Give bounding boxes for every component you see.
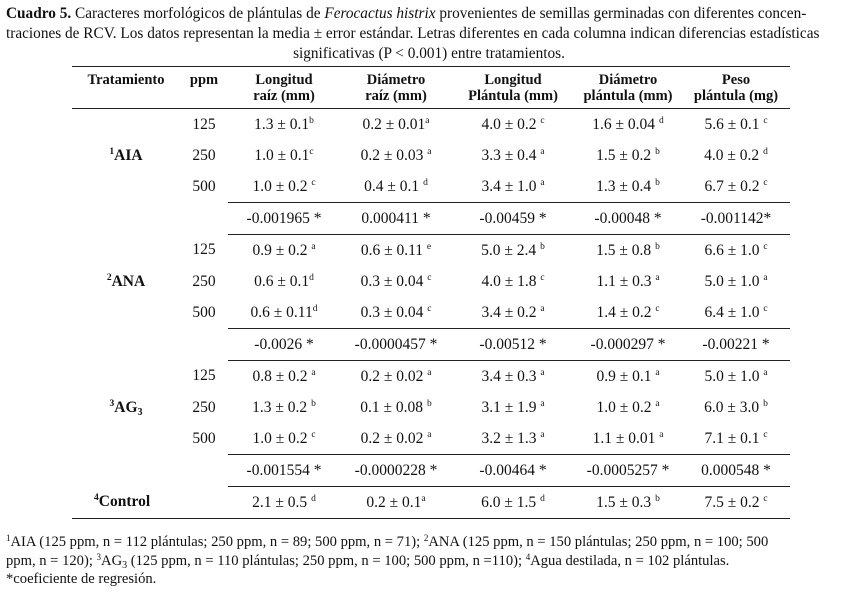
table-row bbox=[72, 171, 790, 203]
cell-value: 0.9 ± 0.1 bbox=[596, 367, 656, 385]
cell-letter: b bbox=[655, 177, 660, 188]
value-cell bbox=[228, 487, 340, 519]
value-cell bbox=[228, 266, 340, 297]
value-cell bbox=[452, 361, 574, 393]
table-row bbox=[72, 235, 790, 267]
header-tratamiento: Tratamiento bbox=[87, 72, 165, 88]
ppm-cell: 250 bbox=[192, 272, 216, 290]
value-cell bbox=[452, 109, 574, 141]
value-cell bbox=[682, 487, 790, 519]
value-cell bbox=[340, 109, 452, 141]
cell-letter: a bbox=[763, 367, 768, 378]
cell-value: 5.0 ± 1.0 bbox=[704, 272, 764, 290]
cell-value: 1.5 ± 0.8 bbox=[596, 241, 656, 259]
footnotes bbox=[6, 533, 852, 589]
value-cell bbox=[452, 297, 574, 329]
regression-cell: -0.001965 * bbox=[228, 203, 340, 235]
regression-cell: -0.00459 * bbox=[452, 203, 574, 235]
cell-value: 5.0 ± 2.4 bbox=[481, 241, 541, 259]
cell-letter: d bbox=[311, 493, 316, 504]
regression-cell: -0.0000457 * bbox=[340, 329, 452, 361]
regression-row bbox=[72, 329, 790, 361]
table-row bbox=[72, 297, 790, 329]
ppm-cell: 125 bbox=[192, 115, 216, 133]
cell-value: 0.4 ± 0.1 bbox=[364, 177, 424, 195]
cell-letter: b bbox=[655, 146, 660, 157]
treatment-label: $^3AG_3$ bbox=[109, 398, 143, 418]
value-cell bbox=[682, 392, 790, 423]
cell-letter: a bbox=[540, 303, 545, 314]
footnote-line-3: *coeficiente de regresión. bbox=[6, 571, 157, 587]
value-cell bbox=[682, 109, 790, 141]
cell-value: 0.2 ± 0.03 bbox=[360, 146, 428, 164]
cell-value: 3.3 ± 0.4 bbox=[481, 146, 541, 164]
cell-letter: e bbox=[426, 241, 432, 252]
ppm-cell: 125 bbox=[192, 241, 216, 259]
value-cell bbox=[682, 423, 790, 455]
cell-value: 6.0 ± 1.5 bbox=[481, 493, 541, 511]
value-cell bbox=[340, 235, 452, 267]
cell-value: 5.0 ± 1.0 bbox=[704, 367, 764, 385]
control-row bbox=[72, 487, 790, 519]
footnote-line-1: $^1$AIA (125 ppm, n = 112 plántulas; 250 ppm, n = 89; 500 ppm, n = 71); $^2$ANA (125 ppm, n = 150 plántulas; 250 ppm, n = 100; 500 bbox=[6, 533, 769, 550]
header-ppm: ppm bbox=[189, 72, 219, 88]
cell-letter: a bbox=[763, 272, 768, 283]
value-cell bbox=[340, 487, 452, 519]
data-table bbox=[72, 66, 790, 519]
cell-letter: c bbox=[763, 241, 768, 252]
empty-cell bbox=[72, 455, 180, 487]
cell-value: 1.5 ± 0.3 bbox=[596, 493, 656, 511]
cell-value: 0.9 ± 0.2 bbox=[252, 241, 312, 259]
cell-letter: a bbox=[659, 429, 664, 440]
cell-letter: a bbox=[311, 367, 316, 378]
cell-value: 1.3 ± 0.2 bbox=[252, 398, 312, 416]
value-cell bbox=[574, 140, 682, 171]
cell-value: 0.2 ± 0.01 bbox=[362, 115, 426, 133]
cell-value: 0.3 ± 0.04 bbox=[360, 303, 428, 321]
value-cell bbox=[228, 392, 340, 423]
cell-letter: a bbox=[421, 493, 426, 504]
cell-value: 6.0 ± 3.0 bbox=[704, 398, 764, 416]
caption-line-1 bbox=[6, 4, 852, 24]
cell-value: 1.3 ± 0.1 bbox=[254, 115, 310, 133]
cell-value: 6.6 ± 1.0 bbox=[704, 241, 764, 259]
cell-value: 3.4 ± 0.2 bbox=[481, 303, 541, 321]
cell-value: 6.7 ± 0.2 bbox=[704, 177, 764, 195]
table-row bbox=[72, 392, 790, 423]
value-cell bbox=[228, 423, 340, 455]
cell-letter: a bbox=[655, 272, 660, 283]
regression-cell: -0.0005257 * bbox=[574, 455, 682, 487]
value-cell bbox=[574, 171, 682, 203]
value-cell bbox=[340, 297, 452, 329]
cell-value: 0.6 ± 0.11 bbox=[360, 241, 427, 259]
value-cell bbox=[574, 423, 682, 455]
value-cell bbox=[228, 109, 340, 141]
cell-value: 1.0 ± 0.2 bbox=[252, 177, 312, 195]
table-caption bbox=[6, 4, 852, 64]
cell-letter: b bbox=[655, 241, 660, 252]
value-cell bbox=[452, 235, 574, 267]
cell-value: 2.1 ± 0.5 bbox=[252, 493, 312, 511]
cell-value: 0.1 ± 0.08 bbox=[360, 398, 427, 416]
cell-letter: c bbox=[311, 429, 316, 440]
cell-letter: a bbox=[655, 398, 660, 409]
cell-letter: c bbox=[763, 115, 768, 126]
cell-letter: b bbox=[763, 398, 768, 409]
header-row bbox=[72, 67, 790, 109]
cell-letter: c bbox=[540, 115, 545, 126]
cell-value: 0.8 ± 0.2 bbox=[252, 367, 312, 385]
value-cell bbox=[340, 266, 452, 297]
cell-value: 0.2 ± 0.02 bbox=[360, 367, 428, 385]
cell-letter: a bbox=[540, 398, 545, 409]
table-row bbox=[72, 361, 790, 393]
cell-letter: a bbox=[655, 367, 660, 378]
value-cell bbox=[452, 487, 574, 519]
regression-cell: -0.001142* bbox=[682, 203, 790, 235]
header-longitud-plantula: Longitud Plántula (mm) bbox=[468, 72, 558, 104]
empty-cell bbox=[180, 455, 228, 487]
cell-letter: d bbox=[540, 493, 545, 504]
caption-text-before: Caracteres morfológicos de plántulas de bbox=[71, 5, 325, 22]
cell-letter: a bbox=[425, 115, 430, 126]
table-row bbox=[72, 109, 790, 141]
treatment-label: $^1$AIA bbox=[109, 146, 143, 164]
value-cell bbox=[574, 109, 682, 141]
cell-value: 3.2 ± 1.3 bbox=[481, 429, 541, 447]
cell-value: 3.1 ± 1.9 bbox=[481, 398, 541, 416]
value-cell bbox=[228, 171, 340, 203]
regression-cell: -0.00221 * bbox=[682, 329, 790, 361]
footnote-line-2: ppm, n = 120); $^3AG_3$ (125 ppm, n = 110 plántulas; 250 ppm, n = 100; 500 ppm, n =110); $^4$Agua destilada, n = 102 plántulas. bbox=[6, 551, 730, 571]
cell-value: 4.0 ± 0.2 bbox=[704, 146, 764, 164]
regression-cell: -0.00464 * bbox=[452, 455, 574, 487]
cell-value: 4.0 ± 1.8 bbox=[481, 272, 541, 290]
cell-letter: b bbox=[655, 493, 660, 504]
cell-value: 1.1 ± 0.01 bbox=[592, 429, 660, 447]
header-diametro-plantula: Diámetro plántula (mm) bbox=[583, 72, 673, 104]
regression-cell: 0.000411 * bbox=[340, 203, 452, 235]
cell-value: 3.4 ± 0.3 bbox=[481, 367, 541, 385]
value-cell bbox=[452, 392, 574, 423]
caption-text-after: provenientes de semillas germinadas con diferentes concen- bbox=[435, 5, 807, 22]
value-cell bbox=[682, 140, 790, 171]
empty-cell bbox=[180, 329, 228, 361]
regression-cell: -0.001554 * bbox=[228, 455, 340, 487]
cell-letter: b bbox=[309, 115, 314, 126]
cell-value: 1.0 ± 0.2 bbox=[252, 429, 312, 447]
cell-letter: c bbox=[655, 303, 660, 314]
cell-letter: a bbox=[311, 241, 316, 252]
value-cell bbox=[228, 235, 340, 267]
cell-value: 1.5 ± 0.2 bbox=[596, 146, 656, 164]
cell-letter: a bbox=[540, 367, 545, 378]
cell-value: 4.0 ± 0.2 bbox=[481, 115, 541, 133]
value-cell bbox=[228, 361, 340, 393]
cell-letter: d bbox=[658, 115, 664, 126]
caption-line-2: traciones de RCV. Los datos representan la media ± error estándar. Letras diferentes en cada columna indican diferencias estadísticas bbox=[6, 25, 820, 42]
value-cell bbox=[452, 171, 574, 203]
cell-value: 1.0 ± 0.1 bbox=[254, 146, 310, 164]
cell-value: 0.6 ± 0.1 bbox=[254, 272, 310, 290]
header-peso-plantula: Peso plántula (mg) bbox=[693, 72, 779, 104]
value-cell bbox=[452, 140, 574, 171]
ppm-cell: 500 bbox=[192, 177, 216, 195]
cell-letter: d bbox=[309, 272, 314, 283]
cell-letter: c bbox=[427, 272, 432, 283]
cell-value: 5.6 ± 0.1 bbox=[704, 115, 764, 133]
cell-letter: d bbox=[763, 146, 768, 157]
value-cell bbox=[340, 392, 452, 423]
cell-letter: b bbox=[311, 398, 316, 409]
cell-letter: a bbox=[540, 177, 545, 188]
value-cell bbox=[682, 235, 790, 267]
cell-value: 1.3 ± 0.4 bbox=[596, 177, 656, 195]
caption-line-3: significativas (P < 0.001) entre tratamientos. bbox=[293, 45, 565, 62]
cell-letter: a bbox=[540, 146, 545, 157]
empty-cell bbox=[72, 329, 180, 361]
cell-letter: a bbox=[427, 367, 432, 378]
cell-value: 0.3 ± 0.04 bbox=[360, 272, 428, 290]
cell-letter: c bbox=[427, 303, 432, 314]
cell-value: 6.4 ± 1.0 bbox=[704, 303, 764, 321]
cell-value: 1.4 ± 0.2 bbox=[596, 303, 656, 321]
value-cell bbox=[574, 235, 682, 267]
regression-row bbox=[72, 203, 790, 235]
cell-value: 7.1 ± 0.1 bbox=[704, 429, 764, 447]
cell-letter: c bbox=[763, 493, 768, 504]
cell-value: 0.2 ± 0.1 bbox=[366, 493, 422, 511]
value-cell bbox=[452, 266, 574, 297]
cell-letter: c bbox=[540, 272, 545, 283]
value-cell bbox=[574, 266, 682, 297]
table-row bbox=[72, 266, 790, 297]
value-cell bbox=[574, 487, 682, 519]
cell-value: 7.5 ± 0.2 bbox=[704, 493, 764, 511]
empty-cell bbox=[72, 203, 180, 235]
cell-letter: b bbox=[426, 398, 432, 409]
control-label: $^4$Control bbox=[72, 487, 228, 519]
value-cell bbox=[574, 392, 682, 423]
value-cell bbox=[574, 361, 682, 393]
cell-value: 0.6 ± 0.11 bbox=[250, 303, 313, 321]
cell-letter: a bbox=[540, 429, 545, 440]
regression-cell: -0.00048 * bbox=[574, 203, 682, 235]
regression-cell: -0.000297 * bbox=[574, 329, 682, 361]
cell-letter: b bbox=[540, 241, 545, 252]
cell-value: 1.1 ± 0.3 bbox=[596, 272, 656, 290]
regression-cell: -0.0026 * bbox=[228, 329, 340, 361]
treatment-label: $^2$ANA bbox=[106, 272, 146, 290]
value-cell bbox=[452, 423, 574, 455]
value-cell bbox=[682, 297, 790, 329]
cell-letter: c bbox=[763, 177, 768, 188]
value-cell bbox=[340, 423, 452, 455]
cell-letter: d bbox=[312, 303, 318, 314]
caption-species: Ferocactus histrix bbox=[324, 5, 436, 22]
regression-row bbox=[72, 455, 790, 487]
cell-letter: a bbox=[427, 429, 432, 440]
cell-letter: a bbox=[427, 146, 432, 157]
cell-value: 1.6 ± 0.04 bbox=[592, 115, 659, 133]
ppm-cell: 500 bbox=[192, 429, 216, 447]
cell-letter: c bbox=[309, 146, 314, 157]
value-cell bbox=[340, 361, 452, 393]
value-cell bbox=[682, 361, 790, 393]
ppm-cell: 250 bbox=[192, 398, 216, 416]
value-cell bbox=[682, 171, 790, 203]
table-body bbox=[72, 109, 790, 519]
header-diametro-raiz: Diámetro raíz (mm) bbox=[365, 72, 427, 104]
cell-letter: c bbox=[763, 303, 768, 314]
ppm-cell: 125 bbox=[192, 367, 216, 385]
value-cell bbox=[574, 297, 682, 329]
value-cell bbox=[228, 297, 340, 329]
cell-value: 0.2 ± 0.02 bbox=[360, 429, 428, 447]
value-cell bbox=[340, 171, 452, 203]
value-cell bbox=[682, 266, 790, 297]
table-row bbox=[72, 140, 790, 171]
regression-cell: 0.000548 * bbox=[682, 455, 790, 487]
header-longitud-raiz: Longitud raíz (mm) bbox=[253, 72, 315, 104]
cell-letter: d bbox=[423, 177, 428, 188]
empty-cell bbox=[180, 203, 228, 235]
regression-cell: -0.00512 * bbox=[452, 329, 574, 361]
cell-letter: c bbox=[311, 177, 316, 188]
cell-letter: c bbox=[763, 429, 768, 440]
value-cell bbox=[228, 140, 340, 171]
caption-label: Cuadro 5. bbox=[6, 5, 72, 22]
cell-value: 1.0 ± 0.2 bbox=[596, 398, 656, 416]
ppm-cell: 250 bbox=[192, 146, 216, 164]
table-row bbox=[72, 423, 790, 455]
ppm-cell: 500 bbox=[192, 303, 216, 321]
cell-value: 3.4 ± 1.0 bbox=[481, 177, 541, 195]
value-cell bbox=[340, 140, 452, 171]
regression-cell: -0.0000228 * bbox=[340, 455, 452, 487]
